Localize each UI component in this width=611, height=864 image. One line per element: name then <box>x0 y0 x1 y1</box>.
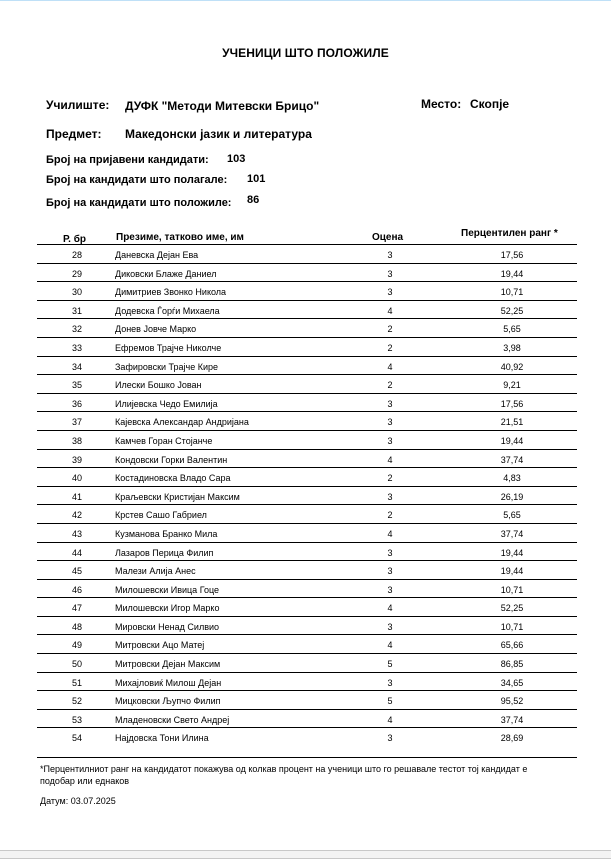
table-row <box>37 245 577 264</box>
table-row <box>37 301 577 320</box>
student-name: Лазаров Перица Филип <box>115 547 214 558</box>
student-name: Илијевска Чедо Емилија <box>115 398 218 409</box>
percentile-rank: 52,25 <box>500 603 524 614</box>
student-name: Михајловиќ Милош Дејан <box>115 677 222 688</box>
horizontal-scrollbar[interactable] <box>0 850 611 859</box>
grade: 3 <box>387 287 393 298</box>
student-name: Илески Бошко Јован <box>115 380 202 391</box>
grade: 2 <box>387 380 393 391</box>
percentile-rank: 86,85 <box>500 659 524 670</box>
table-row <box>37 450 577 469</box>
grade: 4 <box>387 528 393 539</box>
percentile-rank: 34,65 <box>500 677 524 688</box>
grade: 3 <box>387 677 393 688</box>
percentile-rank: 10,71 <box>500 287 524 298</box>
row-number: 46 <box>71 584 82 595</box>
grade: 3 <box>387 584 393 595</box>
table-row <box>37 543 577 562</box>
header-no: Р. бр <box>63 234 87 245</box>
student-name: Митровски Дејан Максим <box>115 659 221 670</box>
header-rank: Перцентилен ранг * <box>461 228 558 239</box>
grade: 3 <box>387 435 393 446</box>
table-row <box>37 468 577 487</box>
table-row <box>37 338 577 357</box>
student-name: Додевска Ѓорѓи Михаела <box>115 305 220 316</box>
student-name: Митровски Ацо Матеј <box>115 640 205 651</box>
percentile-rank: 9,21 <box>503 380 521 391</box>
row-number: 45 <box>71 566 82 577</box>
student-name: Ефремов Трајче Николче <box>115 342 222 353</box>
grade: 4 <box>387 640 393 651</box>
passed-value: 86 <box>247 194 260 206</box>
student-name: Мицковски Љупчо Филип <box>115 696 221 707</box>
percentile-rank: 52,25 <box>500 305 524 316</box>
place-value: Скопје <box>470 97 510 111</box>
header-grade: Оцена <box>372 232 404 243</box>
grade: 4 <box>387 603 393 614</box>
row-number: 31 <box>71 305 82 316</box>
table-row <box>37 598 577 617</box>
grade: 3 <box>387 398 393 409</box>
percentile-rank: 40,92 <box>500 361 524 372</box>
student-name: Даневска Дејан Ева <box>115 250 199 260</box>
row-number: 42 <box>71 510 82 521</box>
table-row <box>37 282 577 301</box>
table-row <box>37 691 577 710</box>
student-name: Најдовска Тони Илина <box>115 733 209 744</box>
registered-label: Број на пријавени кандидати: <box>46 154 209 166</box>
percentile-rank: 37,74 <box>500 714 524 725</box>
row-number: 38 <box>71 435 82 446</box>
row-number: 28 <box>71 250 82 260</box>
grade: 5 <box>387 696 393 707</box>
grade: 3 <box>387 733 393 744</box>
grade: 3 <box>387 250 393 260</box>
percentile-rank: 19,44 <box>500 547 524 558</box>
grade: 2 <box>387 510 393 521</box>
student-name: Малези Алија Анес <box>115 566 196 577</box>
student-name: Мировски Ненад Силвио <box>115 621 220 632</box>
date: Датум: 03.07.2025 <box>40 796 116 806</box>
subject-value: Македонски јазик и литература <box>125 127 312 141</box>
table-row <box>37 580 577 599</box>
registered-value: 103 <box>227 153 246 165</box>
grade: 3 <box>387 491 393 502</box>
row-number: 48 <box>71 621 82 632</box>
percentile-rank: 19,44 <box>500 566 524 577</box>
percentile-rank: 10,71 <box>500 621 524 632</box>
took-label: Број на кандидати што полагале: <box>46 174 228 186</box>
student-name: Димитриев Звонко Никола <box>115 287 227 298</box>
student-name: Камчев Горан Стојанче <box>115 435 213 446</box>
student-name: Милошевски Игор Марко <box>115 603 220 614</box>
student-name: Краљевски Кристијан Максим <box>115 491 240 502</box>
percentile-rank: 10,71 <box>500 584 524 595</box>
student-name: Младеновски Свето Андреј <box>115 714 230 725</box>
row-number: 41 <box>71 491 82 502</box>
table-row <box>37 487 577 506</box>
row-number: 35 <box>71 380 82 391</box>
table-row <box>37 431 577 450</box>
row-number: 40 <box>71 473 82 484</box>
table-row <box>37 654 577 673</box>
grade: 5 <box>387 659 393 670</box>
row-number: 50 <box>71 659 82 670</box>
row-number: 47 <box>71 603 82 614</box>
percentile-rank: 17,56 <box>500 250 524 260</box>
table-row <box>37 673 577 692</box>
grade: 4 <box>387 454 393 465</box>
percentile-rank: 26,19 <box>500 491 524 502</box>
school-label: Училиште: <box>46 98 110 112</box>
student-name: Милошевски Ивица Гоце <box>115 584 220 595</box>
row-number: 34 <box>71 361 82 372</box>
percentile-rank: 4,83 <box>503 473 521 484</box>
table-row <box>37 264 577 283</box>
place-label: Место: <box>421 97 462 111</box>
table-header <box>37 226 577 245</box>
table-row <box>37 561 577 580</box>
top-border <box>0 0 611 1</box>
results-table <box>37 245 577 746</box>
table-row <box>37 728 577 746</box>
grade: 3 <box>387 417 393 428</box>
row-number: 52 <box>71 696 82 707</box>
table-row <box>37 710 577 729</box>
percentile-rank: 37,74 <box>500 528 524 539</box>
row-number: 37 <box>71 417 82 428</box>
student-name: Донев Јовче Марко <box>115 324 197 335</box>
percentile-rank: 19,44 <box>500 435 524 446</box>
row-number: 49 <box>71 640 82 651</box>
table-row <box>37 505 577 524</box>
row-number: 33 <box>71 342 82 353</box>
grade: 3 <box>387 566 393 577</box>
percentile-rank: 65,66 <box>500 640 524 651</box>
row-number: 29 <box>71 268 82 279</box>
student-name: Кузманова Бранко Мила <box>115 528 218 539</box>
percentile-rank: 28,69 <box>500 733 524 744</box>
grade: 2 <box>387 473 393 484</box>
row-number: 39 <box>71 454 82 465</box>
percentile-rank: 95,52 <box>500 696 524 707</box>
table-row <box>37 394 577 413</box>
student-name: Зафировски Трајче Кире <box>115 361 219 372</box>
grade: 2 <box>387 324 393 335</box>
percentile-rank: 17,56 <box>500 398 524 409</box>
student-name: Костадиновска Владо Сара <box>115 473 231 484</box>
row-number: 54 <box>71 733 82 744</box>
grade: 3 <box>387 621 393 632</box>
percentile-rank: 5,65 <box>503 324 521 335</box>
took-value: 101 <box>247 173 266 185</box>
header-name: Презиме, татково име, им <box>116 232 244 243</box>
grade: 2 <box>387 342 393 353</box>
row-number: 53 <box>71 714 82 725</box>
student-name: Диковски Блаже Даниел <box>115 268 217 279</box>
percentile-rank: 19,44 <box>500 268 524 279</box>
row-number: 36 <box>71 398 82 409</box>
student-name: Кајевска Александар Андријана <box>115 417 249 428</box>
grade: 4 <box>387 305 393 316</box>
table-bottom-line <box>37 757 577 758</box>
grade: 3 <box>387 268 393 279</box>
school-value: ДУФК "Методи Митевски Брицо" <box>125 99 320 113</box>
student-name: Кондовски Горки Валентин <box>115 454 228 465</box>
row-number: 30 <box>71 287 82 298</box>
grade: 3 <box>387 547 393 558</box>
row-number: 44 <box>71 547 82 558</box>
table-row <box>37 319 577 338</box>
percentile-rank: 37,74 <box>500 454 524 465</box>
percentile-rank: 21,51 <box>500 417 524 428</box>
page-title: УЧЕНИЦИ ШТО ПОЛОЖИЛЕ <box>222 46 389 60</box>
table-row <box>37 635 577 654</box>
table-row <box>37 357 577 376</box>
grade: 4 <box>387 361 393 372</box>
student-name: Крстев Сашо Габриел <box>115 510 207 521</box>
table-row <box>37 524 577 543</box>
row-number: 32 <box>71 324 82 335</box>
percentile-rank: 3,98 <box>503 342 521 353</box>
table-row <box>37 617 577 636</box>
row-number: 51 <box>71 677 82 688</box>
grade: 4 <box>387 714 393 725</box>
percentile-rank: 5,65 <box>503 510 521 521</box>
row-number: 43 <box>71 528 82 539</box>
table-row <box>37 375 577 394</box>
footnote: *Перцентилниот ранг на кандидатот покажува од колкав процент на ученици што го решавале тестот тој кандидат е подобар или еднаков <box>40 764 528 786</box>
passed-label: Број на кандидати што положиле: <box>46 197 232 209</box>
table-row <box>37 412 577 431</box>
subject-label: Предмет: <box>46 127 102 141</box>
